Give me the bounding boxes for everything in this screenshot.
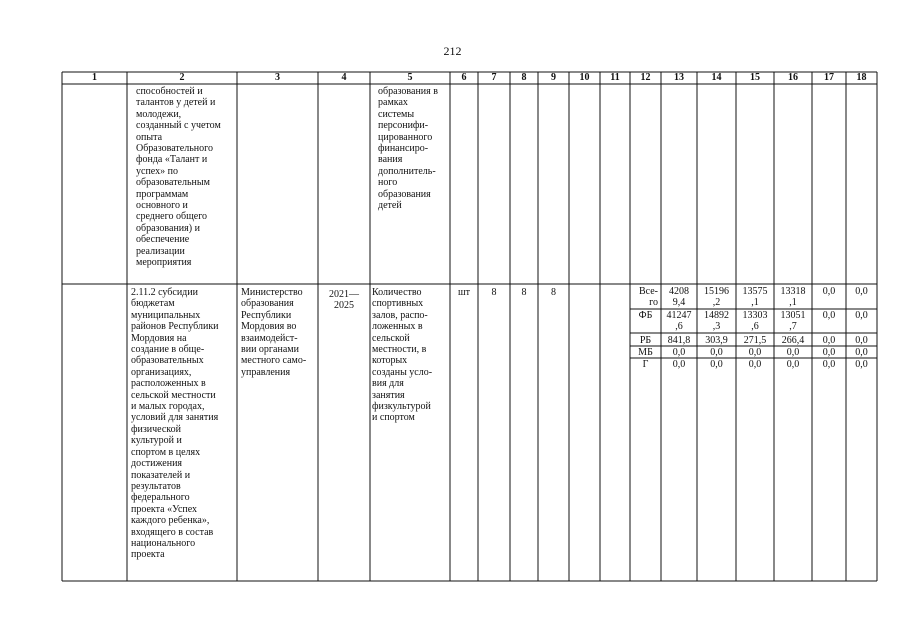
header-col-2: 2: [179, 72, 185, 83]
funding-value: 13303 ,6: [742, 310, 768, 332]
funding-value: 0,0: [855, 335, 868, 346]
funding-value: 841,8: [667, 335, 691, 346]
funding-value: 271,5: [743, 335, 767, 346]
row2-executor: Министерство образования Республики Мордовия во взаимодейст- вии органами местного само- управления: [241, 287, 307, 378]
funding-source: РБ: [639, 335, 652, 346]
header-col-11: 11: [610, 72, 620, 83]
header-col-8: 8: [521, 72, 527, 83]
funding-value: 0,0: [672, 359, 686, 370]
funding-value: 4208 9,4: [669, 286, 689, 308]
header-col-13: 13: [674, 72, 684, 83]
row2-value-7: 8: [491, 287, 497, 298]
funding-value: 0,0: [710, 347, 723, 358]
funding-value: 13051 ,7: [780, 310, 806, 332]
funding-value: 0,0: [855, 359, 868, 370]
funding-value: 0,0: [672, 347, 686, 358]
page-number: 212: [443, 44, 462, 58]
header-col-14: 14: [711, 72, 722, 83]
funding-value: 0,0: [710, 359, 723, 370]
header-col-6: 6: [461, 72, 467, 83]
header-col-10: 10: [579, 72, 590, 83]
funding-value: 0,0: [822, 310, 836, 321]
funding-value: 0,0: [822, 335, 836, 346]
header-col-4: 4: [341, 72, 347, 83]
funding-value: 14892 ,3: [704, 310, 729, 332]
row2-indicator: Количество спортивных залов, распо- ложенных в сельской местности, в которых созданы усло- вия для занятия физкультурой и спортом: [372, 287, 433, 424]
funding-value: 15196 ,2: [704, 286, 729, 308]
row2-period: 2021— 2025: [329, 289, 359, 312]
funding-value: 0,0: [786, 359, 800, 370]
row2-description: 2.11.2 субсидии бюджетам муниципальных районов Республики Мордовия на создание в обще- образовательных организациях, расположенных в сельской местности и малых городах, условий для занятия физической культурой и спортом в целях достижения показателей и результатов федерального проекта «Успех каждого ребенка», входящего в состав национального проекта: [131, 287, 219, 561]
funding-value: 303,9: [705, 335, 728, 346]
funding-value: 0,0: [748, 347, 762, 358]
funding-value: 0,0: [748, 359, 762, 370]
funding-value: 13318 ,1: [780, 286, 806, 308]
header-col-16: 16: [788, 72, 798, 83]
funding-value: 0,0: [855, 286, 868, 297]
row1-description: способностей и талантов у детей и молодежи, созданный с учетом опыта Образовательного фонда «Талант и успех» по образовательным программам основного и среднего общего образования) и обеспечение реализации мероприятия: [136, 86, 221, 269]
funding-source: Все- го: [639, 286, 658, 308]
funding-value: 41247 ,6: [666, 310, 692, 332]
header-col-7: 7: [491, 72, 497, 83]
row2-unit: шт: [457, 287, 471, 298]
header-col-15: 15: [750, 72, 760, 83]
row1-indicator: образования в рамках системы персонифи- цированного финансиро- вания дополнитель- ного образования детей: [378, 86, 438, 212]
row2-value-9: 8: [551, 287, 556, 298]
funding-value: 266,4: [781, 335, 805, 346]
funding-value: 0,0: [822, 359, 836, 370]
header-col-17: 17: [824, 72, 834, 83]
header-col-12: 12: [640, 72, 651, 83]
funding-value: 0,0: [855, 310, 868, 321]
row2-value-8: 8: [521, 287, 527, 298]
funding-value: 13575 ,1: [742, 286, 768, 308]
funding-source: Г: [642, 359, 649, 370]
funding-value: 0,0: [786, 347, 800, 358]
funding-source: ФБ: [638, 310, 653, 321]
funding-value: 0,0: [822, 347, 836, 358]
header-col-5: 5: [407, 72, 413, 83]
header-col-18: 18: [856, 72, 867, 83]
header-col-1: 1: [92, 72, 97, 83]
funding-value: 0,0: [822, 286, 836, 297]
header-col-9: 9: [551, 72, 556, 83]
funding-source: МБ: [638, 347, 653, 358]
funding-value: 0,0: [855, 347, 868, 358]
header-col-3: 3: [275, 72, 280, 83]
